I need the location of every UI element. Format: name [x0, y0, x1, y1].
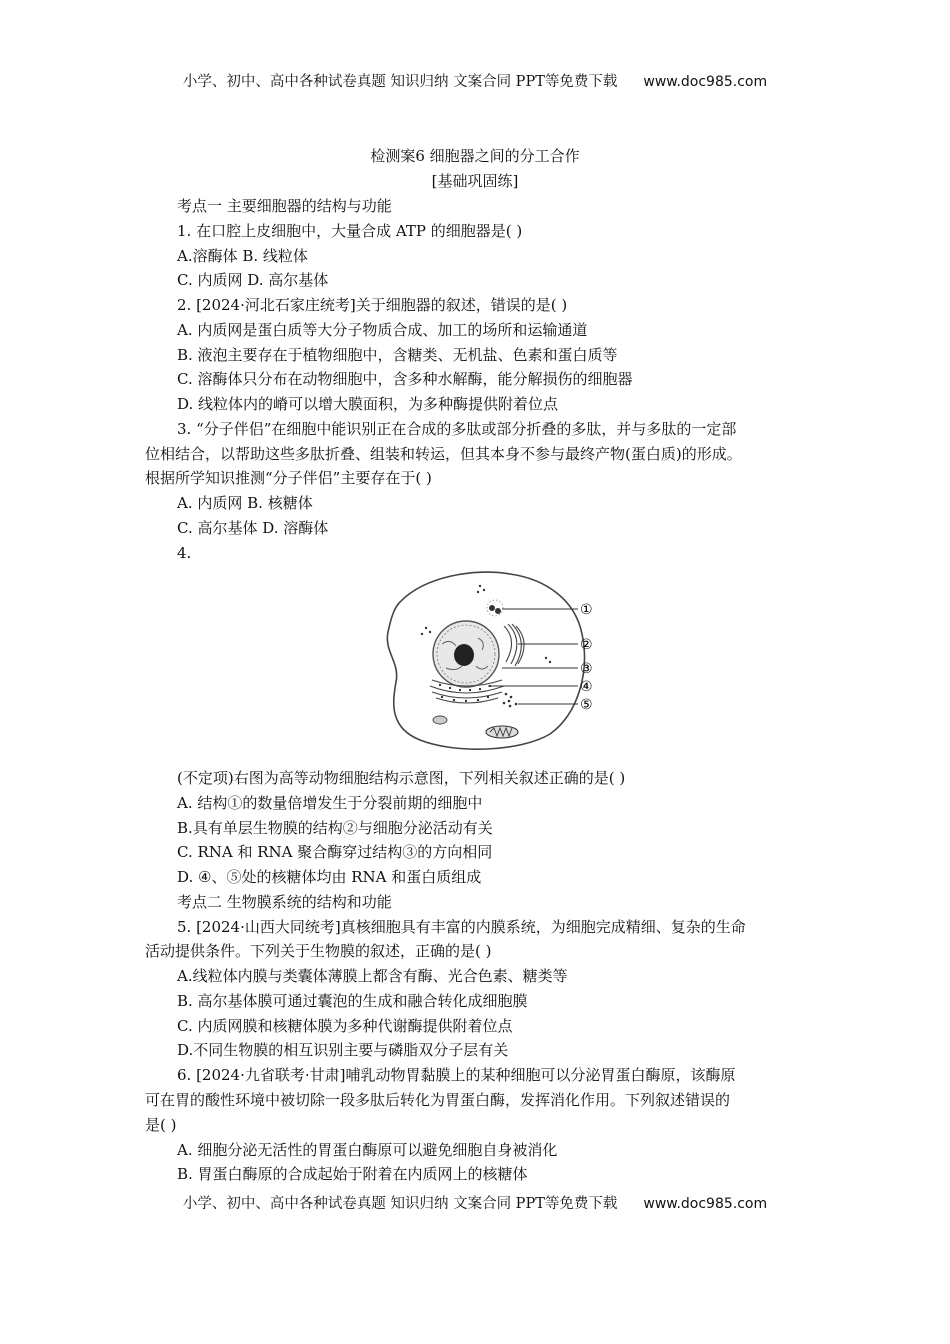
text-line: 6. [2024·九省联考·甘肃]哺乳动物胃黏膜上的某种细胞可以分泌胃蛋白酶原，该酶原 [177, 1066, 736, 1084]
section-subtitle: [基础巩固练] [431, 172, 519, 190]
page-footer [0, 1192, 950, 1213]
header-text: 小学、初中、高中各种试卷真题 知识归纳 文案合同 PPT等免费下载 [182, 74, 618, 90]
footer-text: 小学、初中、高中各种试卷真题 知识归纳 文案合同 PPT等免费下载 [182, 1196, 618, 1212]
text-line: A. 内质网是蛋白质等大分子物质合成、加工的场所和运输通道 [177, 321, 588, 339]
text-line: 3. “分子伴侣”在细胞中能识别正在合成的多肽或部分折叠的多肽，并与多肽的一定部 [177, 420, 737, 438]
text-line: B.具有单层生物膜的结构②与细胞分泌活动有关 [177, 819, 493, 837]
label-leaders [488, 609, 578, 704]
text-line: 2. [2024·河北石家庄统考]关于细胞器的叙述，错误的是( ) [177, 296, 568, 314]
text-line: D.不同生物膜的相互识别主要与磷脂双分子层有关 [177, 1041, 509, 1059]
text-line: 考点二 生物膜系统的结构和功能 [177, 893, 392, 911]
text-line: A.溶酶体 B. 线粒体 [177, 247, 308, 265]
text-line: (不定项)右图为高等动物细胞结构示意图，下列相关叙述正确的是( ) [177, 769, 626, 787]
figure-label-4: ④ [580, 679, 593, 695]
figure-label-2: ② [580, 637, 593, 653]
text-line: C. 内质网 D. 高尔基体 [177, 271, 329, 289]
text-line: 4. [177, 544, 192, 562]
text-line: 是( ) [145, 1116, 177, 1134]
text-line: D. 线粒体内的嵴可以增大膜面积，为多种酶提供附着位点 [177, 395, 559, 413]
golgi-apparatus [504, 624, 524, 666]
footer-site[interactable]: www.doc985.com [643, 1196, 768, 1212]
text-line: B. 胃蛋白酶原的合成起始于附着在内质网上的核糖体 [177, 1165, 528, 1183]
text-line: C. 内质网膜和核糖体膜为多种代谢酶提供附着位点 [177, 1017, 513, 1035]
text-line: C. RNA 和 RNA 聚合酶穿过结构③的方向相同 [177, 843, 493, 861]
text-line: A.线粒体内膜与类囊体薄膜上都含有酶、光合色素、糖类等 [177, 967, 568, 985]
text-line: 1. 在口腔上皮细胞中，大量合成 ATP 的细胞器是( ) [177, 222, 523, 240]
text-line: A. 内质网 B. 核糖体 [177, 494, 313, 512]
text-line: A. 细胞分泌无活性的胃蛋白酶原可以避免细胞自身被消化 [177, 1141, 558, 1159]
text-line: B. 高尔基体膜可通过囊泡的生成和融合转化成细胞膜 [177, 992, 528, 1010]
text-line: 活动提供条件。下列关于生物膜的叙述，正确的是( ) [145, 942, 492, 960]
text-line: C. 溶酶体只分布在动物细胞中，含多种水解酶，能分解损伤的细胞器 [177, 370, 633, 388]
text-line: D. ④、⑤处的核糖体均由 RNA 和蛋白质组成 [177, 868, 482, 886]
figure-label-5: ⑤ [580, 697, 593, 713]
text-line: 考点一 主要细胞器的结构与功能 [177, 197, 392, 215]
nucleus [433, 621, 499, 687]
page-title: 检测案6 细胞器之间的分工合作 [370, 147, 580, 165]
figure-label-1: ① [580, 602, 593, 618]
text-line: C. 高尔基体 D. 溶酶体 [177, 519, 329, 537]
header-site[interactable]: www.doc985.com [643, 74, 768, 90]
text-line: 可在胃的酸性环境中被切除一段多肽后转化为胃蛋白酶，发挥消化作用。下列叙述错误的 [145, 1091, 731, 1109]
text-line: A. 结构①的数量倍增发生于分裂前期的细胞中 [177, 794, 483, 812]
text-line: 根据所学知识推测“分子伴侣”主要存在于( ) [145, 469, 432, 487]
figure-label-3: ③ [580, 661, 593, 677]
text-line: 5. [2024·山西大同统考]真核细胞具有丰富的内膜系统，为细胞完成精细、复杂的生命 [177, 918, 746, 936]
mitochondrion [486, 726, 518, 738]
page-header [0, 70, 950, 91]
cell-diagram [370, 564, 600, 754]
mitochondrion [433, 716, 447, 724]
text-line: 位相结合，以帮助这些多肽折叠、组装和转运，但其本身不参与最终产物(蛋白质)的形成。 [145, 445, 742, 463]
text-line: B. 液泡主要存在于植物细胞中，含糖类、无机盐、色素和蛋白质等 [177, 346, 618, 364]
centrosome [487, 600, 503, 616]
